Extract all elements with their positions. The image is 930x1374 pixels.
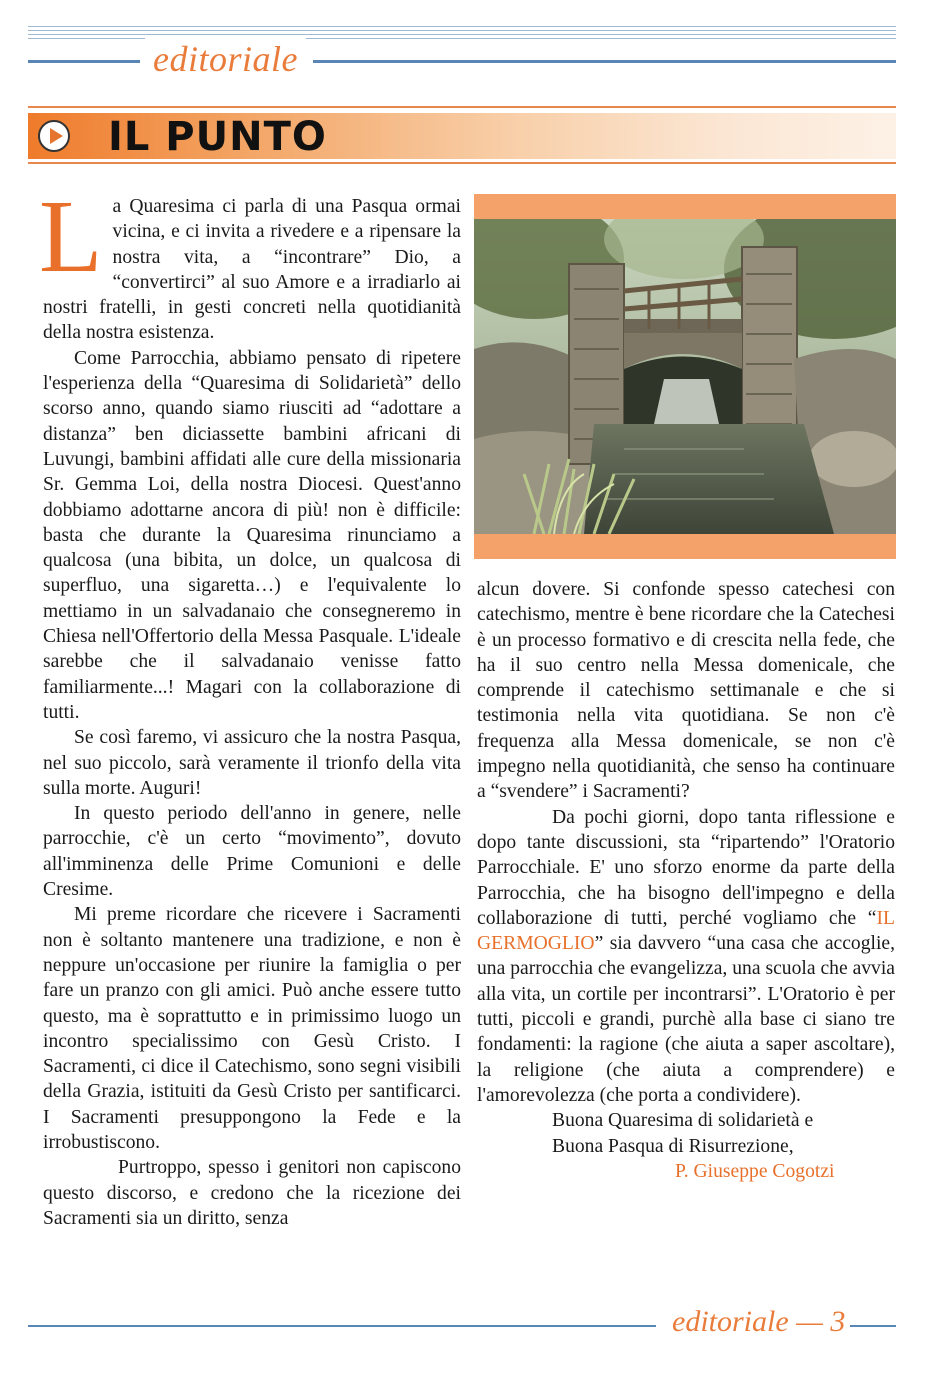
play-icon bbox=[38, 120, 70, 152]
paragraph-4: In questo periodo dell'anno in genere, nelle parrocchie, c'è un certo “movimento”, dovuto all'imminenza delle Prime Comunioni e delle Cresime. bbox=[43, 803, 461, 901]
banner-rule-bottom bbox=[28, 162, 896, 164]
paragraph-8-text-a: Da pochi giorni, dopo tanta riflessione e dopo tante discussioni, sta “ripartendo” l'Oratorio Parrocchiale. E' uno sforzo enorme da parte della Parrocchia, che ha bisogno dell'impegno e della collaborazione di tutti, perché vogliamo che “ bbox=[477, 806, 895, 929]
paragraph-8 bbox=[477, 805, 895, 1109]
paragraph-1 bbox=[39, 179, 461, 346]
footer-rule-left bbox=[28, 1325, 656, 1327]
footer-section-label: editoriale bbox=[672, 1305, 789, 1338]
article-column-left bbox=[39, 179, 461, 1231]
closing-line-1: Buona Quaresima di solidarietà e bbox=[552, 1110, 814, 1132]
author-signature: P. Giuseppe Cogotzi bbox=[675, 1160, 835, 1182]
paragraph-7: alcun dovere. Si confonde spesso catechesi con catechismo, mentre è bene ricordare che la Catechesi è un processo formativo e di crescita nella fede, che ha il suo centro nella Messa domenicale, che comprende il catechismo settimanale e che si testimonia nella vita quotidiana. Se non c'è frequenza alla Messa domenicale, se non c'è impegno nella quotidianità, che senso ha continuare a “svendere” i Sacramenti? bbox=[477, 579, 895, 803]
article-column-right bbox=[477, 577, 895, 1184]
header-rule-left bbox=[28, 60, 140, 63]
paragraph-1-text: a Quaresima ci parla di una Pasqua ormai vicina, e ci invita a rivedere e a ripensare la nostra vita, a “incontrare” Dio, a “convertirci” al suo Amore e a irradiarlo ai nostri fratelli, in gesti concreti nella quotidianità della nostra esistenza. bbox=[43, 196, 461, 344]
paragraph-2: Come Parrocchia, abbiamo pensato di ripetere l'esperienza della “Quaresima di Solidarietà” dello scorso anno, quando siamo riusciti ad “adottare a distanza” ben diciassette bambini africani di Luvungi, bambini affidati alle cure della missionaria Sr. Gemma Loi, della nostra Diocesi. Quest'anno dobbiamo adottarne ancora di più! non è difficile: basta che durante la Quaresima rinunciamo a qualcosa (una bibita, un dolce, un qualcosa di superfluo, una sigaretta…) e l'equivalente lo mettiamo in un salvadanaio che consegneremo in Chiesa nell'Offertorio della Messa Pasquale. L'ideale sarebbe che il salvadanaio venisse fatto familiarmente...! Magari con la collaborazione di tutti. bbox=[43, 347, 461, 723]
oratorio-name-highlight: IL GERMOGLIO bbox=[477, 907, 895, 955]
drop-cap: L bbox=[39, 179, 103, 294]
page-number: — 3 bbox=[796, 1305, 846, 1338]
footer-rule-right bbox=[850, 1325, 896, 1327]
banner-title: IL PUNTO bbox=[108, 114, 327, 160]
stone-bridge-photo bbox=[474, 219, 896, 534]
header-rule-right bbox=[313, 60, 896, 63]
paragraph-5: Mi preme ricordare che ricevere i Sacramenti non è soltanto mantenere una tradizione, e non è neppure un'occasione per riunire la famiglia o per fare un pranzo con gli amici. Può anche essere tutto questo, ma è soprattutto e in primissimo luogo un incontro specialissimo con Gesù Cristo. I Sacramenti, ci dice il Catechismo, sono segni visibili della Grazia, istituiti da Gesù Cristo per santificarci. I Sacramenti presuppongono la Fede e la irrobustiscono. bbox=[43, 904, 461, 1153]
section-title: editoriale bbox=[145, 38, 306, 80]
closing-line-2: Buona Pasqua di Risurrezione, bbox=[552, 1135, 794, 1157]
paragraph-8-text-b: ” sia davvero “una casa che accoglie, una parrocchia che evangelizza, una scuola che avvia alla vita, un cortile per incontrarsi”. L'Oratorio è per tutti, piccoli e grandi, purchè alla base ci siano tre fondamenti: la ragione (che aiuta a saper ascoltare), la religione (che aiuta a comprendere) e l'amorevolezza (che porta a condividere). bbox=[477, 933, 895, 1106]
photo-frame bbox=[474, 194, 896, 559]
banner-rule-top bbox=[28, 106, 896, 108]
paragraph-6: Purtroppo, spesso i genitori non capiscono questo discorso, e credono che la ricezione dei Sacramenti sia un diritto, senza bbox=[43, 1157, 461, 1229]
paragraph-3: Se così faremo, vi assicuro che la nostra Pasqua, nel suo piccolo, sarà veramente il trionfo della vita sulla morte. Auguri! bbox=[43, 727, 461, 799]
footer-label bbox=[672, 1305, 845, 1339]
